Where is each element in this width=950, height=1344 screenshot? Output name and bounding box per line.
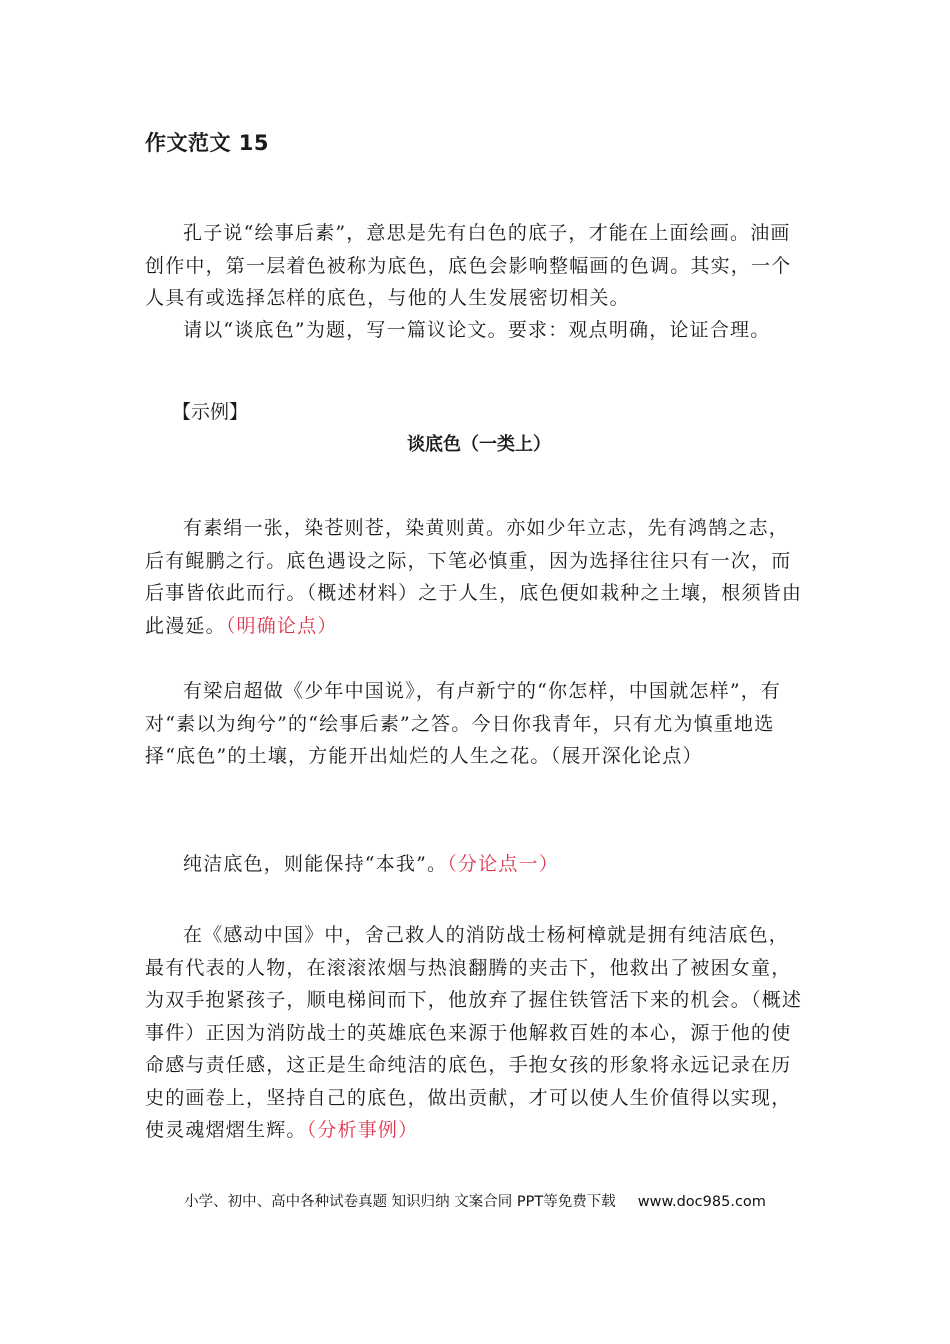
essay-title: [0, 430, 950, 456]
essay-paragraph-1-text: 有素绢一张，染苍则苍，染黄则黄。亦如少年立志，先有鸿鹄之志，后有鲲鹏之行。底色遇设之际，下笔必慎重，因为选择往往只有一次，而后事皆依此而行。（概述材料）之于人生，底色便如栽种之土壤，根须皆由此漫延。: [145, 517, 803, 637]
essay-paragraph-4-text: 在《感动中国》中，舍己救人的消防战士杨柯樟就是拥有纯洁底色，最有代表的人物，在滚滚浓烟与热浪翻腾的夹击下，他救出了被困女童，为双手抱紧孩子，顺电梯间而下，他放弃了握住铁管活下来的机会。（概述事件）正因为消防战士的英雄底色来源于他解救百姓的本心，源于他的使命感与责任感，这正是生命纯洁的底色，手抱女孩的形象将永远记录在历史的画卷上，坚持自己的底色，做出贡献，才可以使人生价值得以实现，使灵魂熠熠生辉。: [145, 924, 803, 1141]
prompt-paragraph-2: 请以“谈底色”为题，写一篇议论文。要求：观点明确，论证合理。: [183, 319, 771, 341]
essay-title-text: 谈底色（一类上）: [407, 434, 551, 455]
prompt-paragraph-1: 孔子说“绘事后素”，意思是先有白色的底子，才能在上面绘画。油画创作中，第一层着色被称为底色，底色会影响整幅画的色调。其实，一个人具有或选择怎样的底色，与他的人生发展密切相关。: [145, 222, 792, 309]
footer-text: 小学、初中、高中各种试卷真题 知识归纳 文案合同 PPT等免费下载: [184, 1194, 616, 1210]
page-title: 作文范文 15: [145, 131, 270, 155]
essay-paragraph-1: [145, 512, 809, 642]
essay-paragraph-4: [145, 919, 809, 1147]
essay-paragraph-2: [145, 675, 809, 773]
essay-paragraph-4-note: （分析事例）: [306, 1119, 419, 1141]
example-label: 【示例】: [172, 401, 249, 423]
essay-paragraph-3: [145, 848, 809, 881]
essay-paragraph-1-note: （明确论点）: [225, 614, 338, 637]
footer-url[interactable]: www.doc985.com: [637, 1194, 766, 1210]
essay-paragraph-3-text: 纯洁底色，则能保持“本我”。: [183, 853, 448, 875]
footer: [0, 1190, 950, 1211]
essay-paragraph-3-note: （分论点一）: [447, 853, 559, 875]
essay-paragraph-2-text: 有梁启超做《少年中国说》，有卢新宁的“你怎样，中国就怎样”，有对“素以为绚兮”的“绘事后素”之答。今日你我青年，只有尤为慎重地选择“底色”的土壤，方能开出灿烂的人生之花。（展开深化论点）: [145, 680, 782, 767]
